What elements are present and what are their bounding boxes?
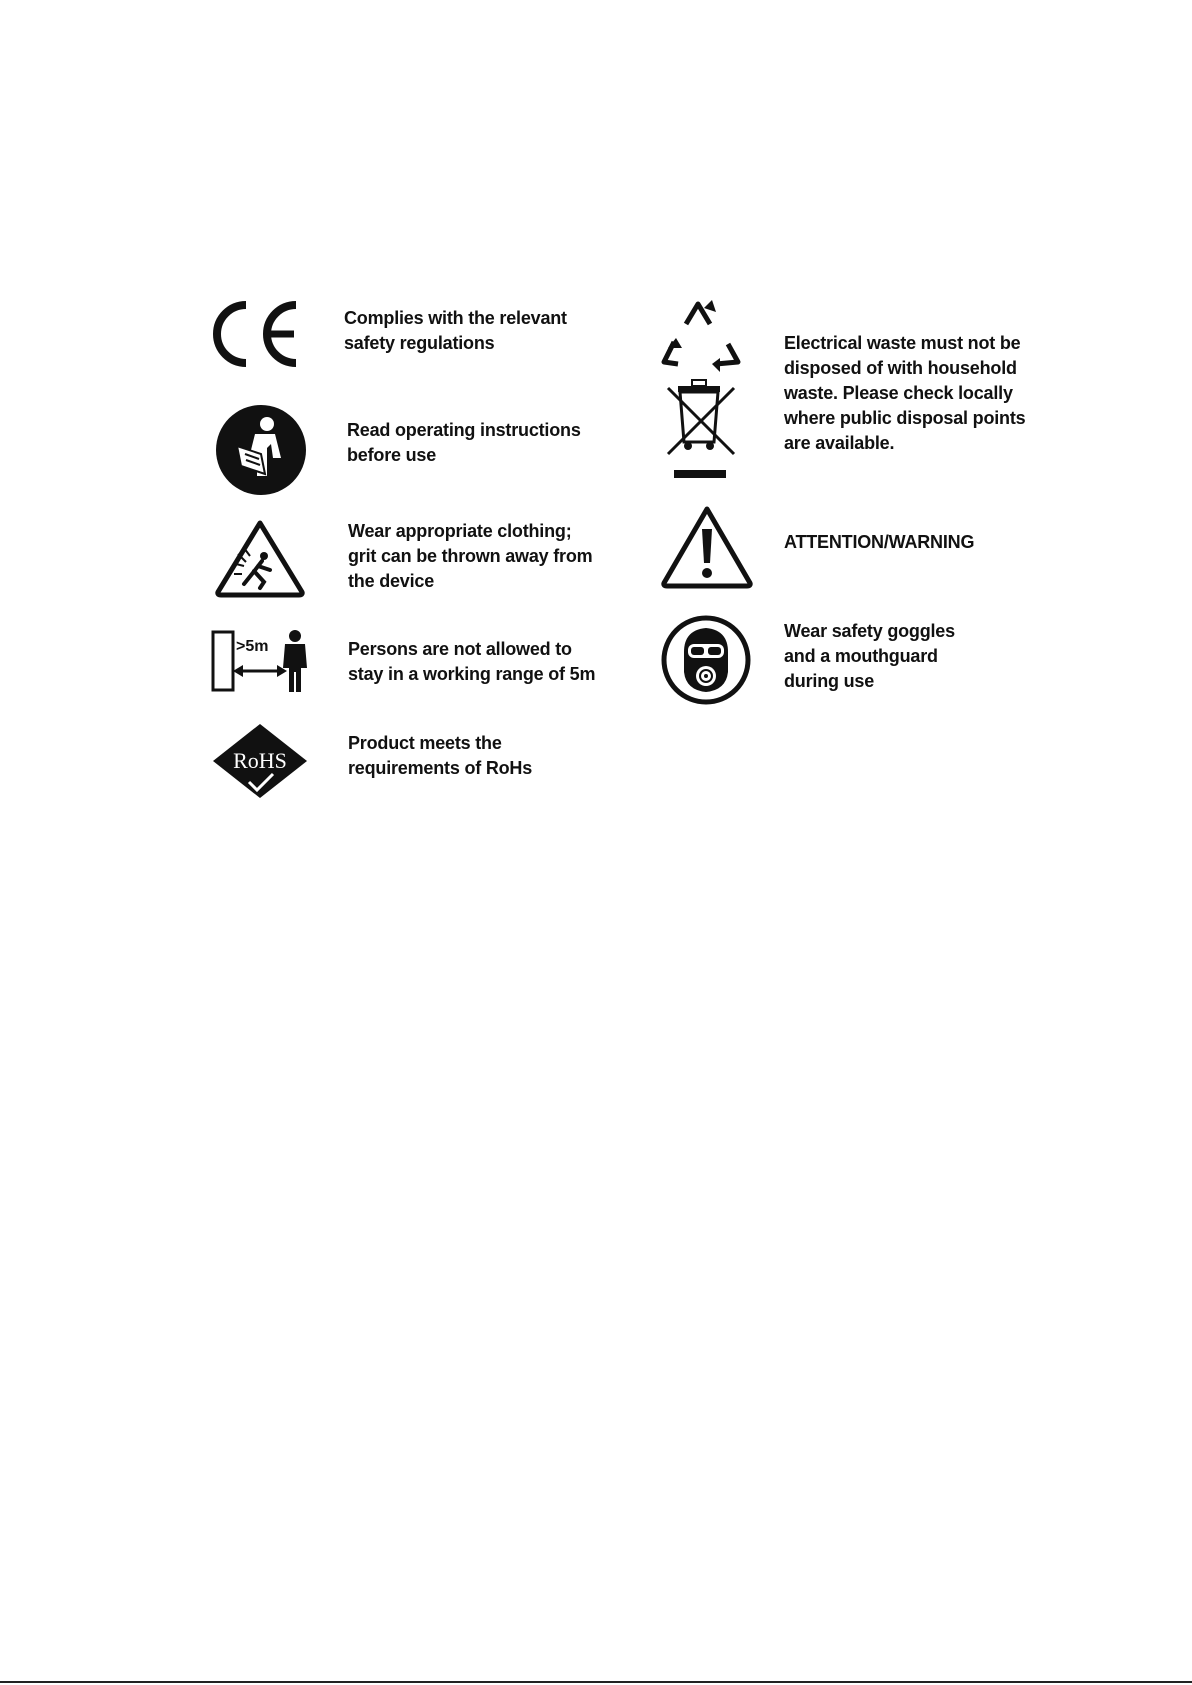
weee-line-1: Electrical waste must not be bbox=[784, 333, 1021, 353]
goggles-line-2: and a mouthguard bbox=[784, 646, 938, 666]
warning-line-1: ATTENTION/WARNING bbox=[784, 532, 975, 552]
goggles-line-1: Wear safety goggles bbox=[784, 621, 955, 641]
recycle-weee-icon bbox=[658, 298, 744, 484]
manual-description bbox=[347, 418, 581, 468]
clothing-description bbox=[348, 519, 592, 594]
rohs-icon bbox=[211, 722, 309, 800]
rohs-line-2: requirements of RoHs bbox=[348, 758, 533, 778]
weee-line-3: waste. Please check locally bbox=[784, 383, 1013, 403]
distance-icon-label: >5m bbox=[236, 638, 269, 655]
clothing-line-2: grit can be thrown away from bbox=[348, 546, 593, 566]
manual-line-1: Read operating instructions bbox=[347, 420, 581, 440]
rohs-description bbox=[348, 731, 532, 781]
ce-line-2: safety regulations bbox=[344, 333, 495, 353]
safety-distance-icon bbox=[211, 628, 309, 694]
distance-description bbox=[348, 637, 595, 687]
warning-triangle-icon bbox=[660, 505, 754, 589]
ce-line-1: Complies with the relevant bbox=[344, 308, 567, 328]
clothing-line-1: Wear appropriate clothing; bbox=[348, 521, 572, 541]
manual-line-2: before use bbox=[347, 445, 437, 465]
distance-line-2: stay in a working range of 5m bbox=[348, 664, 596, 684]
page-bottom-rule bbox=[0, 1681, 1192, 1683]
goggles-mask-icon bbox=[660, 614, 752, 706]
weee-line-2: disposed of with household bbox=[784, 358, 1017, 378]
warning-description bbox=[784, 530, 974, 555]
read-manual-icon bbox=[215, 404, 307, 496]
weee-line-5: are available. bbox=[784, 433, 895, 453]
rohs-line-1: Product meets the bbox=[348, 733, 502, 753]
weee-description bbox=[784, 331, 1025, 456]
clothing-line-3: the device bbox=[348, 571, 435, 591]
distance-line-1: Persons are not allowed to bbox=[348, 639, 572, 659]
goggles-line-3: during use bbox=[784, 671, 875, 691]
ce-description bbox=[344, 306, 567, 356]
weee-line-4: where public disposal points bbox=[784, 408, 1026, 428]
rohs-icon-label: RoHS bbox=[233, 748, 287, 773]
goggles-description bbox=[784, 619, 955, 694]
flying-debris-warning-icon bbox=[214, 518, 306, 598]
ce-mark-icon bbox=[210, 298, 302, 370]
